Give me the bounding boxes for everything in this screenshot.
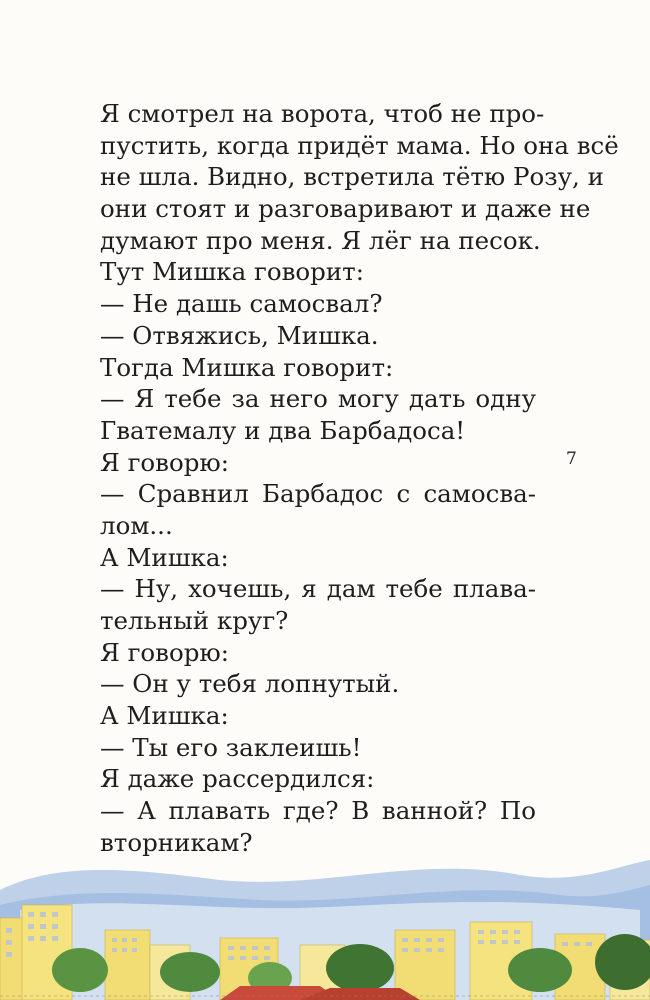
text-line: думают про меня. Я лёг на песок. <box>100 225 541 255</box>
text-line: Тут Мишка говорит: <box>100 257 364 287</box>
text-line: — Отвяжись, Мишка. <box>100 320 379 350</box>
text-line: они стоят и разговаривают и даже не <box>100 194 591 224</box>
tree <box>508 948 572 992</box>
text-line: Я даже рассердился: <box>100 764 375 794</box>
text-line: — Он у тебя лопнутый. <box>100 669 400 699</box>
text-line: Гватемалу и два Барбадоса! <box>100 415 466 445</box>
text-line: вторникам? <box>100 827 253 857</box>
text-line: — Сравнил Барбадос с самосва- <box>100 479 536 509</box>
text-line: А Мишка: <box>100 701 229 731</box>
text-line: Я смотрел на ворота, чтоб не про- <box>100 99 545 128</box>
text-line: пустить, когда придёт мама. Но она всё <box>100 130 619 160</box>
building <box>105 930 150 1000</box>
text-line: — Не дашь самосвал? <box>100 289 383 319</box>
text-line: лом... <box>100 510 173 540</box>
page-text <box>100 98 619 859</box>
city-skyline-illustration <box>0 850 650 1000</box>
text-line: — Ты его заклеишь! <box>100 732 362 762</box>
text-line: Я говорю: <box>100 637 229 667</box>
text-line: Тогда Мишка говорит: <box>100 352 394 382</box>
text-line: Я говорю: <box>100 447 229 477</box>
tree <box>52 948 108 992</box>
text-line: — Ну, хочешь, я дам тебе плава- <box>100 574 536 604</box>
tree <box>326 944 394 992</box>
text-line: тельный круг? <box>100 606 289 635</box>
text-line: А Мишка: <box>100 542 229 572</box>
text-line: — А плавать где? В ванной? По <box>100 796 536 826</box>
tree <box>160 952 220 992</box>
text-line: не шла. Видно, встретила тётю Розу, и <box>100 162 604 192</box>
page-number: 7 <box>566 449 577 469</box>
text-line: — Я тебе за него могу дать одну <box>100 384 536 414</box>
